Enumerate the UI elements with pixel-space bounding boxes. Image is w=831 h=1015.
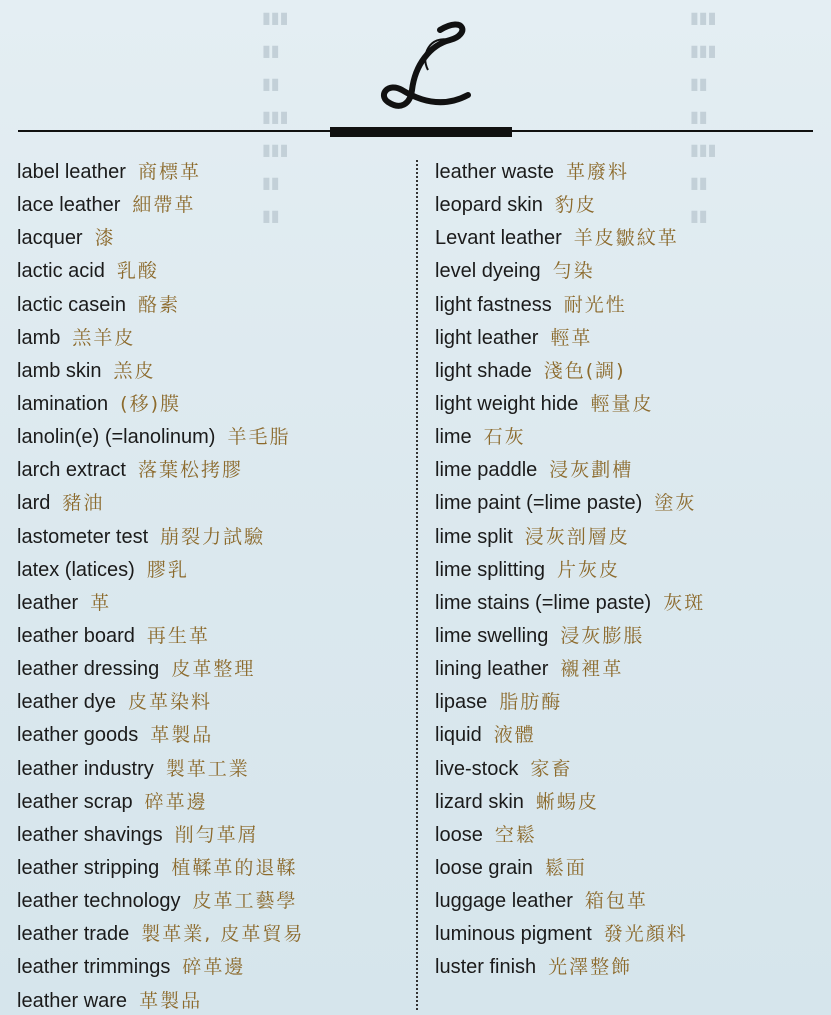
chinese-term: 塗灰 bbox=[654, 492, 697, 515]
english-term: lipase bbox=[435, 691, 488, 714]
glossary-entry bbox=[17, 255, 304, 288]
chinese-term: 勻染 bbox=[552, 260, 595, 283]
chinese-term: 淺色(調) bbox=[543, 359, 626, 382]
chinese-term: 製革業, 皮革貿易 bbox=[141, 923, 305, 946]
glossary-entry bbox=[435, 885, 705, 918]
glossary-entry bbox=[435, 421, 705, 454]
chinese-term: 再生革 bbox=[146, 624, 210, 647]
english-term: larch extract bbox=[17, 459, 126, 482]
chinese-term: 崩裂力試驗 bbox=[160, 525, 266, 548]
header-rule-accent bbox=[330, 127, 512, 137]
chinese-term: 商標革 bbox=[137, 161, 201, 183]
english-term: leather waste bbox=[435, 161, 554, 183]
english-term: luggage leather bbox=[435, 890, 573, 913]
glossary-entry bbox=[435, 753, 705, 786]
glossary-entry bbox=[17, 985, 304, 1015]
glossary-entry bbox=[17, 918, 304, 951]
glossary-entry bbox=[17, 421, 304, 454]
column-divider bbox=[416, 160, 418, 1010]
english-term: lime stains (=lime paste) bbox=[435, 591, 652, 614]
english-term: leather industry bbox=[17, 757, 154, 780]
english-term: light leather bbox=[435, 326, 539, 349]
glossary-entry bbox=[435, 454, 705, 487]
english-term: luminous pigment bbox=[435, 923, 592, 946]
chinese-term: 片灰皮 bbox=[557, 558, 621, 581]
chinese-term: 家畜 bbox=[530, 757, 573, 780]
english-term: light weight hide bbox=[435, 392, 579, 415]
english-term: lamination bbox=[17, 392, 109, 415]
glossary-entry bbox=[17, 222, 304, 255]
glossary-entry bbox=[17, 322, 304, 355]
english-term: leather bbox=[17, 591, 79, 614]
english-term: lactic acid bbox=[17, 260, 105, 283]
english-term: lamb skin bbox=[17, 359, 102, 382]
english-term: leather scrap bbox=[17, 790, 133, 813]
glossary-entry bbox=[435, 852, 705, 885]
english-term: leather trimmings bbox=[17, 956, 171, 979]
chinese-term: 耐光性 bbox=[563, 293, 627, 316]
english-term: lamb bbox=[17, 326, 61, 349]
glossary-entry bbox=[435, 786, 705, 819]
chinese-term: 羔羊皮 bbox=[72, 326, 136, 349]
chinese-term: 浸灰劃槽 bbox=[549, 459, 634, 482]
left-column bbox=[17, 156, 304, 1015]
english-term: lard bbox=[17, 492, 51, 515]
chinese-term: 發光顏料 bbox=[603, 923, 688, 946]
glossary-entry bbox=[435, 587, 705, 620]
glossary-entry bbox=[17, 487, 304, 520]
glossary-entry bbox=[435, 156, 705, 189]
english-term: lime swelling bbox=[435, 624, 549, 647]
glossary-entry bbox=[17, 753, 304, 786]
glossary-entry bbox=[435, 521, 705, 554]
glossary-entry bbox=[17, 620, 304, 653]
english-term: lanolin(e) (=lanolinum) bbox=[17, 426, 216, 449]
glossary-entry bbox=[17, 189, 304, 222]
chinese-term: 浸灰膨脹 bbox=[560, 624, 645, 647]
glossary-entry bbox=[17, 686, 304, 719]
chinese-term: 革製品 bbox=[150, 724, 214, 747]
glossary-entry bbox=[17, 819, 304, 852]
english-term: lastometer test bbox=[17, 525, 149, 548]
english-term: lime splitting bbox=[435, 558, 546, 581]
glossary-entry bbox=[17, 156, 304, 189]
english-term: lining leather bbox=[435, 658, 549, 681]
english-term: lime paddle bbox=[435, 459, 538, 482]
glossary-entry bbox=[17, 653, 304, 686]
english-term: leather stripping bbox=[17, 856, 160, 879]
chinese-term: 製革工業 bbox=[165, 757, 250, 780]
glossary-entry bbox=[435, 686, 705, 719]
chinese-term: 革 bbox=[90, 591, 112, 614]
chinese-term: 蜥蜴皮 bbox=[535, 790, 599, 813]
english-term: leather dressing bbox=[17, 658, 160, 681]
english-term: light fastness bbox=[435, 293, 552, 316]
chinese-term: 皮革染料 bbox=[127, 691, 212, 714]
glossary-entry bbox=[435, 819, 705, 852]
right-column bbox=[435, 156, 705, 985]
chinese-term: 鬆面 bbox=[544, 856, 587, 879]
chinese-term: 羔皮 bbox=[113, 359, 156, 382]
chinese-term: 液體 bbox=[493, 724, 536, 747]
chinese-term: 空鬆 bbox=[494, 823, 537, 846]
english-term: leather shavings bbox=[17, 823, 163, 846]
chinese-term: 石灰 bbox=[483, 426, 526, 449]
english-term: lactic casein bbox=[17, 293, 126, 316]
show-through-left: ▮▮▮ ▮▮ ▮▮ ▮▮▮ ▮▮▮ ▮▮ ▮▮ bbox=[262, 10, 289, 225]
chinese-term: 漆 bbox=[94, 227, 116, 250]
chinese-term: 碎革邊 bbox=[182, 956, 246, 979]
english-term: light shade bbox=[435, 359, 532, 382]
chinese-term: 脂肪酶 bbox=[499, 691, 563, 714]
chinese-term: 落葉松拷膠 bbox=[137, 459, 243, 482]
glossary-entry bbox=[17, 951, 304, 984]
show-through-right: ▮▮▮ ▮▮▮ ▮▮ ▮▮ ▮▮▮ ▮▮ ▮▮ bbox=[690, 10, 717, 225]
glossary-entry bbox=[435, 222, 705, 255]
glossary-entry bbox=[435, 289, 705, 322]
chinese-term: 襯裡革 bbox=[560, 658, 624, 681]
english-term: loose grain bbox=[435, 856, 533, 879]
chinese-term: 箱包革 bbox=[584, 890, 648, 913]
english-term: lizard skin bbox=[435, 790, 524, 813]
english-term: leather ware bbox=[17, 989, 128, 1012]
glossary-entry bbox=[435, 554, 705, 587]
chinese-term: 羊毛脂 bbox=[227, 426, 291, 449]
chinese-term: 碎革邊 bbox=[144, 790, 208, 813]
chinese-term: 細帶革 bbox=[132, 194, 196, 217]
chinese-term: 輕革 bbox=[550, 326, 593, 349]
english-term: Levant leather bbox=[435, 227, 562, 250]
section-header bbox=[0, 0, 831, 145]
glossary-entry bbox=[17, 786, 304, 819]
glossary-entry bbox=[435, 951, 705, 984]
english-term: leather board bbox=[17, 624, 135, 647]
glossary-entry bbox=[435, 189, 705, 222]
glossary-entry bbox=[17, 454, 304, 487]
english-term: latex (latices) bbox=[17, 558, 135, 581]
glossary-entry bbox=[435, 653, 705, 686]
chinese-term: 皮革整理 bbox=[171, 658, 256, 681]
chinese-term: 豬油 bbox=[62, 492, 105, 515]
glossary-entry bbox=[435, 355, 705, 388]
english-term: lime split bbox=[435, 525, 513, 548]
section-letter-emblem bbox=[370, 10, 480, 120]
english-term: level dyeing bbox=[435, 260, 541, 283]
glossary-entry bbox=[435, 487, 705, 520]
chinese-term: 輕量皮 bbox=[590, 392, 654, 415]
english-term: leather dye bbox=[17, 691, 116, 714]
english-term: loose bbox=[435, 823, 483, 846]
english-term: lime paint (=lime paste) bbox=[435, 492, 643, 515]
chinese-term: 豹皮 bbox=[554, 194, 597, 217]
glossary-entry bbox=[435, 620, 705, 653]
english-term: luster finish bbox=[435, 956, 537, 979]
english-term: live-stock bbox=[435, 757, 519, 780]
glossary-entry bbox=[435, 388, 705, 421]
glossary-entry bbox=[17, 355, 304, 388]
english-term: leather trade bbox=[17, 923, 130, 946]
glossary-entry bbox=[435, 322, 705, 355]
english-term: lacquer bbox=[17, 227, 83, 250]
chinese-term: 削勻革屑 bbox=[174, 823, 259, 846]
english-term: lime bbox=[435, 426, 472, 449]
chinese-term: 皮革工藝學 bbox=[192, 890, 298, 913]
glossary-entry bbox=[17, 587, 304, 620]
english-term: liquid bbox=[435, 724, 482, 747]
chinese-term: 酪素 bbox=[137, 293, 180, 316]
chinese-term: 光澤整飾 bbox=[548, 956, 633, 979]
english-term: label leather bbox=[17, 161, 126, 183]
glossary-entry bbox=[17, 852, 304, 885]
chinese-term: 羊皮皺紋革 bbox=[573, 227, 679, 250]
glossary-entry bbox=[435, 255, 705, 288]
glossary-entry bbox=[17, 388, 304, 421]
chinese-term: 植鞣革的退鞣 bbox=[171, 856, 298, 879]
glossary-entry bbox=[435, 719, 705, 752]
chinese-term: 革製品 bbox=[139, 989, 203, 1012]
english-term: lace leather bbox=[17, 194, 121, 217]
english-term: leather technology bbox=[17, 890, 181, 913]
chinese-term: 革廢料 bbox=[565, 161, 629, 183]
chinese-term: 灰斑 bbox=[663, 591, 706, 614]
glossary-entry bbox=[17, 554, 304, 587]
chinese-term: 膠乳 bbox=[146, 558, 189, 581]
glossary-entry bbox=[17, 521, 304, 554]
chinese-term: 乳酸 bbox=[116, 260, 159, 283]
english-term: leather goods bbox=[17, 724, 139, 747]
glossary-entry bbox=[17, 719, 304, 752]
english-term: leopard skin bbox=[435, 194, 543, 217]
chinese-term: 浸灰剖層皮 bbox=[524, 525, 630, 548]
glossary-entry bbox=[17, 289, 304, 322]
glossary-entry bbox=[435, 918, 705, 951]
chinese-term: (移)膜 bbox=[120, 392, 181, 415]
glossary-entry bbox=[17, 885, 304, 918]
